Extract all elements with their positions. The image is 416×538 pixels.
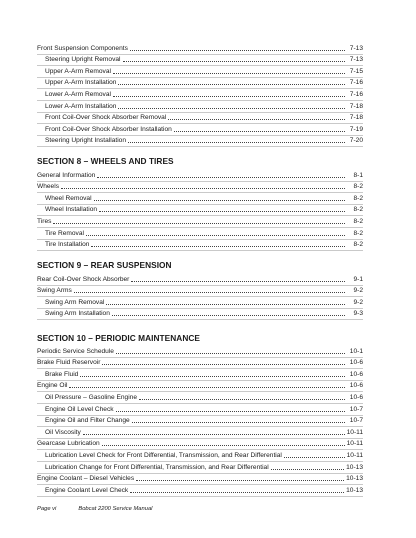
toc-entry	[37, 358, 363, 370]
toc-entry-title: Upper A-Arm Installation	[45, 79, 117, 87]
toc-entry	[37, 450, 363, 462]
toc-entry	[37, 228, 363, 240]
dot-leader	[112, 315, 345, 316]
toc-entry-title: Steering Upright Installation	[45, 137, 127, 145]
toc-entry-page: 10-11	[346, 440, 363, 448]
dot-leader	[128, 142, 345, 143]
dot-leader	[113, 73, 345, 74]
toc-entry	[37, 66, 363, 78]
dot-leader	[131, 281, 345, 282]
toc-entry-title: Tire Removal	[45, 229, 84, 237]
dot-leader	[86, 235, 345, 236]
toc-entry	[37, 381, 363, 393]
dot-leader	[113, 96, 345, 97]
toc-entry-title: Wheel Installation	[45, 206, 98, 214]
toc-entry-title: Wheels	[37, 183, 59, 191]
dot-leader	[102, 445, 345, 446]
dot-leader	[168, 119, 345, 120]
toc-entry-page: 10-11	[346, 428, 363, 436]
toc-entry	[37, 182, 363, 194]
dot-leader	[116, 411, 345, 412]
toc-entry	[37, 205, 363, 217]
toc-entry-page: 7-13	[349, 44, 363, 52]
dot-leader	[102, 364, 345, 365]
toc-entry-title: Brake Fluid Reservoir	[37, 359, 101, 367]
toc-entry-title: Brake Fluid	[45, 370, 79, 378]
toc-entry	[37, 346, 363, 358]
toc-entry-page: 8-2	[353, 206, 363, 214]
toc-entry	[37, 136, 363, 148]
dot-leader	[130, 492, 344, 493]
dot-leader	[99, 211, 345, 212]
section-8-title: SECTION 8 – WHEELS AND TIRES	[37, 156, 174, 166]
dot-leader	[174, 131, 345, 132]
toc-entry	[37, 369, 363, 381]
page-footer	[37, 506, 152, 512]
toc-entry	[37, 485, 363, 497]
toc-block-section-10	[37, 346, 363, 497]
dot-leader	[80, 376, 345, 377]
toc-entry-page: 8-1	[353, 171, 363, 179]
section-9-title: SECTION 9 – REAR SUSPENSION	[37, 260, 172, 270]
toc-entry-title: Rear Coil-Over Shock Absorber	[37, 275, 130, 283]
toc-entry	[37, 43, 363, 55]
toc-entry-page: 10-7	[349, 405, 363, 413]
toc-entry	[37, 216, 363, 228]
toc-entry-page: 8-2	[353, 229, 363, 237]
toc-entry-page: 8-2	[353, 217, 363, 225]
toc-entry-title: Swing Arm Removal	[45, 298, 105, 306]
toc-entry-title: Tire Installation	[45, 241, 90, 249]
toc-entry-title: Engine Oil	[37, 382, 68, 390]
toc-entry-page: 10-6	[349, 359, 363, 367]
toc-entry-page: 10-13	[346, 486, 363, 494]
dot-leader	[116, 353, 345, 354]
dot-leader	[284, 457, 345, 458]
toc-entry	[37, 78, 363, 90]
toc-entry-page: 8-2	[353, 183, 363, 191]
toc-entry-title: Swing Arm Installation	[45, 310, 110, 318]
toc-entry-page: 9-3	[353, 310, 363, 318]
toc-entry	[37, 240, 363, 252]
toc-entry-page: 10-1	[349, 347, 363, 355]
toc-entry-page: 9-2	[353, 298, 363, 306]
dot-leader	[94, 200, 345, 201]
dot-leader	[61, 188, 345, 189]
toc-entry-title: Upper A-Arm Removal	[45, 67, 111, 75]
toc-entry	[37, 462, 363, 474]
dot-leader	[139, 399, 345, 400]
toc-entry-page: 9-1	[353, 275, 363, 283]
toc-entry-title: Front Suspension Components	[37, 44, 128, 52]
toc-entry	[37, 124, 363, 136]
toc-entry-page: 10-11	[346, 451, 363, 459]
toc-entry	[37, 474, 363, 486]
dot-leader	[53, 223, 345, 224]
toc-entry-title: Engine Coolant – Diesel Vehicles	[37, 475, 135, 483]
toc-entry-page: 7-13	[349, 56, 363, 64]
dot-leader	[106, 304, 345, 305]
toc-entry-title: Engine Oil and Filter Change	[45, 417, 130, 425]
dot-leader	[136, 480, 344, 481]
toc-entry-title: Steering Upright Removal	[45, 56, 121, 64]
toc-entry-title: Tires	[37, 217, 52, 225]
toc-entry-page: 10-7	[349, 417, 363, 425]
toc-entry	[37, 416, 363, 428]
toc-entry-title: General Information	[37, 171, 96, 179]
toc-entry-page: 7-18	[349, 114, 363, 122]
toc-entry-page: 10-6	[349, 393, 363, 401]
toc-entry	[37, 404, 363, 416]
toc-entry-page: 7-18	[349, 102, 363, 110]
toc-entry	[37, 286, 363, 298]
dot-leader	[118, 108, 345, 109]
toc-entry-title: Periodic Service Schedule	[37, 347, 114, 355]
dot-leader	[97, 177, 345, 178]
toc-entry-title: Swing Arms	[37, 287, 72, 295]
toc-entry-page: 8-2	[353, 194, 363, 202]
toc-entry	[37, 427, 363, 439]
toc-entry	[37, 439, 363, 451]
toc-entry-title: Front Coil-Over Shock Absorber Installation	[45, 125, 172, 133]
dot-leader	[123, 61, 346, 62]
toc-entry-title: Engine Oil Level Check	[45, 405, 114, 413]
toc-entry-page: 7-19	[349, 125, 363, 133]
footer-manual-title: Bobcat 2200 Service Manual	[78, 506, 153, 512]
toc-entry-page: 10-13	[346, 475, 363, 483]
toc-entry	[37, 55, 363, 67]
toc-entry-title: Lubrication Level Check for Front Differential, Transmission, and Rear Differential	[45, 451, 282, 459]
toc-entry-page: 10-6	[349, 370, 363, 378]
toc-entry-title: Engine Coolant Level Check	[45, 486, 129, 494]
toc-entry-title: Front Coil-Over Shock Absorber Removal	[45, 114, 167, 122]
toc-entry-page: 10-13	[346, 463, 363, 471]
toc-block-top	[37, 43, 363, 147]
toc-entry	[37, 101, 363, 113]
toc-entry-page: 7-16	[349, 79, 363, 87]
dot-leader	[130, 50, 345, 51]
dot-leader	[132, 422, 345, 423]
toc-entry	[37, 89, 363, 101]
toc-entry-page: 8-2	[353, 241, 363, 249]
toc-entry-title: Gearcase Lubrication	[37, 440, 100, 448]
toc-entry-title: Lubrication Change for Front Differential, Transmission, and Rear Differential	[45, 463, 269, 471]
toc-entry-page: 7-20	[349, 137, 363, 145]
toc-entry	[37, 170, 363, 182]
toc-entry-page: 7-15	[349, 67, 363, 75]
toc-entry-page: 7-16	[349, 90, 363, 98]
toc-entry-title: Lower A-Arm Removal	[45, 90, 111, 98]
toc-entry-title: Oil Viscosity	[45, 428, 81, 436]
dot-leader	[74, 292, 345, 293]
footer-page-label: Page vi	[37, 506, 57, 512]
toc-entry	[37, 297, 363, 309]
toc-entry-title: Oil Pressure – Gasoline Engine	[45, 393, 137, 401]
dot-leader	[118, 84, 345, 85]
toc-block-section-9	[37, 274, 363, 320]
toc-entry-page: 10-6	[349, 382, 363, 390]
toc-entry	[37, 309, 363, 321]
toc-entry	[37, 274, 363, 286]
toc-entry-title: Lower A-Arm Installation	[45, 102, 117, 110]
toc-entry-title: Wheel Removal	[45, 194, 92, 202]
dot-leader	[271, 469, 344, 470]
toc-block-section-8	[37, 170, 363, 251]
dot-leader	[91, 246, 345, 247]
toc-entry	[37, 193, 363, 205]
toc-entry	[37, 392, 363, 404]
toc-entry-page: 9-2	[353, 287, 363, 295]
section-10-title: SECTION 10 – PERIODIC MAINTENANCE	[37, 333, 201, 343]
dot-leader	[69, 387, 345, 388]
toc-entry	[37, 113, 363, 125]
dot-leader	[83, 434, 345, 435]
